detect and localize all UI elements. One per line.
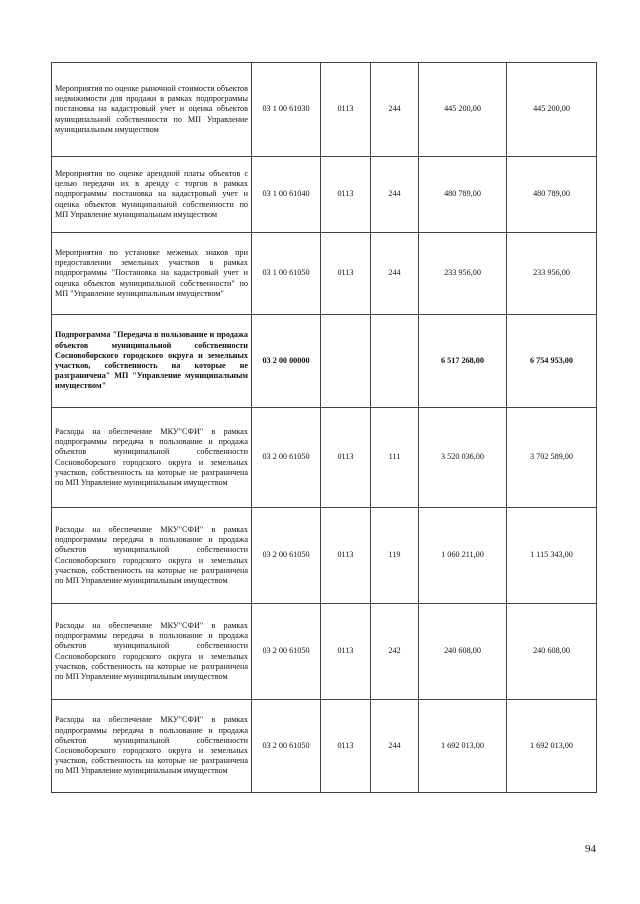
row-sum-year-2: 240 608,00 — [507, 604, 597, 700]
table-row-subprogram — [52, 315, 597, 408]
page-number: 94 — [585, 843, 596, 855]
row-sum-year-2: 480 789,00 — [507, 157, 597, 233]
row-expense-type: 111 — [371, 408, 419, 508]
row-sum-year-1: 1 060 211,00 — [419, 508, 507, 604]
row-sum-year-1: 240 608,00 — [419, 604, 507, 700]
row-section-code: 0113 — [321, 508, 371, 604]
table-row — [52, 63, 597, 157]
row-target-code: 03 2 00 61050 — [252, 508, 321, 604]
row-section-code: 0113 — [321, 63, 371, 157]
row-sum-year-1: 445 200,00 — [419, 63, 507, 157]
row-expense-type: 244 — [371, 700, 419, 793]
table-row — [52, 700, 597, 793]
row-name: Расходы на обеспечение МКУ"СФИ" в рамках подпрограммы передача в пользование и продажа объектов муниципальной собственности Сосновоборского городского округа и земельных участков, собственность на которые не разграничена по МП Управление муниципальным имуществом — [52, 408, 252, 508]
row-section-code — [321, 315, 371, 408]
row-section-code: 0113 — [321, 233, 371, 315]
row-sum-year-1: 6 517 268,00 — [419, 315, 507, 408]
row-target-code: 03 2 00 61050 — [252, 408, 321, 508]
table-row — [52, 408, 597, 508]
row-target-code: 03 2 00 61050 — [252, 700, 321, 793]
row-target-code: 03 1 00 61040 — [252, 157, 321, 233]
row-expense-type: 119 — [371, 508, 419, 604]
row-target-code: 03 1 00 61050 — [252, 233, 321, 315]
row-sum-year-2: 445 200,00 — [507, 63, 597, 157]
row-section-code: 0113 — [321, 604, 371, 700]
row-sum-year-2: 1 692 013,00 — [507, 700, 597, 793]
row-name: Расходы на обеспечение МКУ"СФИ" в рамках подпрограммы передача в пользование и продажа объектов муниципальной собственности Сосновоборского городского округа и земельных участков, собственность на которые не разграничена по МП Управление муниципальным имуществом — [52, 604, 252, 700]
row-target-code: 03 1 00 61030 — [252, 63, 321, 157]
row-sum-year-1: 233 956,00 — [419, 233, 507, 315]
table-row — [52, 508, 597, 604]
row-sum-year-1: 3 520 036,00 — [419, 408, 507, 508]
row-name: Расходы на обеспечение МКУ"СФИ" в рамках подпрограммы передача в пользование и продажа объектов муниципальной собственности Сосновоборского городского округа и земельных участков, собственность на которые не разграничена по МП Управление муниципальным имуществом — [52, 700, 252, 793]
row-target-code: 03 2 00 00000 — [252, 315, 321, 408]
row-section-code: 0113 — [321, 700, 371, 793]
row-sum-year-2: 3 702 589,00 — [507, 408, 597, 508]
row-name: Мероприятия по оценке арендной платы объектов с целью передачи их в аренду с торгов в рамках подпрограммы постановка на кадастровый учет и оценка объектов муниципальной собственности по МП Управление муниципальным имуществом — [52, 157, 252, 233]
row-section-code: 0113 — [321, 408, 371, 508]
row-name: Подпрограмма "Передача в пользование и продажа объектов муниципальной собственности Сосновоборского городского округа и земельных участков, собственность на которые не разграничена" МП "Управление муниципальным имуществом" — [52, 315, 252, 408]
row-target-code: 03 2 00 61050 — [252, 604, 321, 700]
table-row — [52, 233, 597, 315]
row-sum-year-2: 1 115 343,00 — [507, 508, 597, 604]
row-expense-type — [371, 315, 419, 408]
row-expense-type: 242 — [371, 604, 419, 700]
table-row — [52, 604, 597, 700]
row-name: Расходы на обеспечение МКУ"СФИ" в рамках подпрограммы передача в пользование и продажа объектов муниципальной собственности Сосновоборского городского округа и земельных участков, собственность на которые не разграничена по МП Управление муниципальным имуществом — [52, 508, 252, 604]
row-expense-type: 244 — [371, 63, 419, 157]
row-sum-year-2: 6 754 953,00 — [507, 315, 597, 408]
row-sum-year-1: 480 789,00 — [419, 157, 507, 233]
row-section-code: 0113 — [321, 157, 371, 233]
row-name: Мероприятия по установке межевых знаков при предоставлении земельных участков в рамках подпрограммы "Постановка на кадастровый учет и оценка объектов муниципальной собственности" по МП "Управление муниципальным имуществом" — [52, 233, 252, 315]
budget-table — [51, 62, 597, 793]
row-sum-year-1: 1 692 013,00 — [419, 700, 507, 793]
row-expense-type: 244 — [371, 157, 419, 233]
row-sum-year-2: 233 956,00 — [507, 233, 597, 315]
table-row — [52, 157, 597, 233]
row-name: Мероприятия по оценке рыночной стоимости объектов недвижимости для продажи в рамках подпрограммы постановка на кадастровый учет и оценка объектов муниципальной собственности по МП Управление муниципальным имуществом — [52, 63, 252, 157]
row-expense-type: 244 — [371, 233, 419, 315]
